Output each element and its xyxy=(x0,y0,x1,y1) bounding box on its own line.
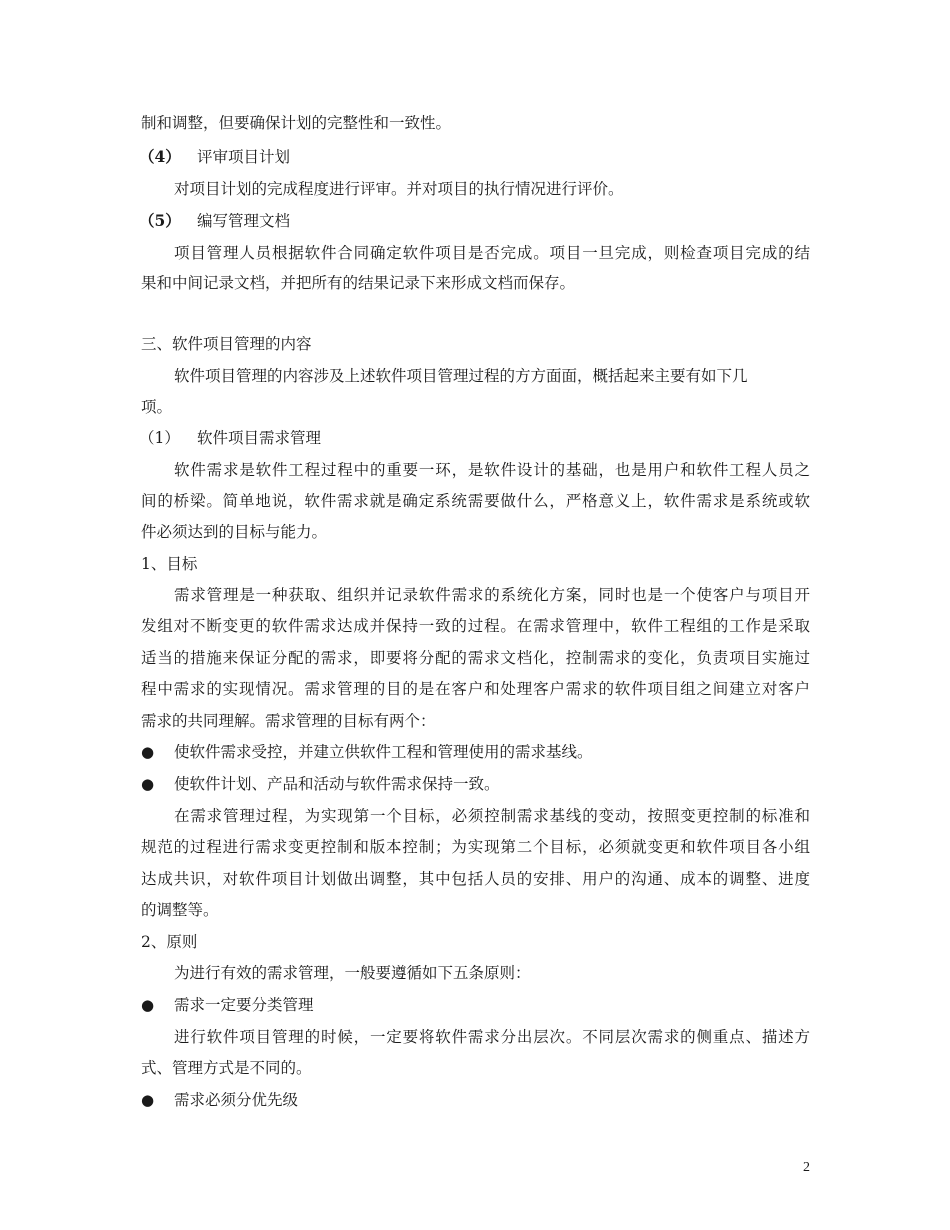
text-line: 适当的措施来保证分配的需求，即要将分配的需求文档化，控制需求的变化，负责项目实施过 xyxy=(141,649,810,667)
bullet-icon: ● xyxy=(141,775,155,793)
text-line: 件必须达到的目标与能力。 xyxy=(141,523,328,541)
bullet-item: 使软件需求受控，并建立供软件工程和管理使用的需求基线。 xyxy=(174,743,593,761)
subsection-goal: 1、目标 xyxy=(141,555,198,573)
bullet-icon: ● xyxy=(141,743,155,761)
bullet-item: 需求必须分优先级 xyxy=(174,1091,299,1109)
subheading-number: （1） xyxy=(139,429,180,447)
heading-number: （5） xyxy=(139,211,181,230)
text-line: 进行软件项目管理的时候，一定要将软件需求分出层次。不同层次需求的侧重点、描述方 xyxy=(174,1028,810,1046)
heading-evaluate-plan: 评审项目计划 xyxy=(197,148,291,166)
text-line: 达成共识，对软件项目计划做出调整，其中包括人员的安排、用户的沟通、成本的调整、进度 xyxy=(141,870,810,888)
text-line: 式、管理方式是不同的。 xyxy=(141,1059,312,1077)
text-line: 项目管理人员根据软件合同确定软件项目是否完成。项目一旦完成，则检查项目完成的结 xyxy=(174,244,810,262)
heading-number: （4） xyxy=(139,147,181,166)
text-line: 在需求管理过程，为实现第一个目标，必须控制需求基线的变动，按照变更控制的标准和 xyxy=(174,807,810,825)
subsection-principle: 2、原则 xyxy=(141,933,198,951)
text-line: 软件需求是软件工程过程中的重要一环，是软件设计的基础，也是用户和软件工程人员之 xyxy=(174,461,810,479)
text-line: 软件项目管理的内容涉及上述软件项目管理过程的方方面面，概括起来主要有如下几 xyxy=(174,367,748,385)
text-line: 需求的共同理解。需求管理的目标有两个： xyxy=(141,712,436,730)
section-heading: 三、软件项目管理的内容 xyxy=(141,335,312,353)
text-line: 为进行有效的需求管理，一般要遵循如下五条原则： xyxy=(174,964,531,982)
text-line: 制和调整，但要确保计划的完整性和一致性。 xyxy=(141,114,452,132)
text-line: 果和中间记录文档，并把所有的结果记录下来形成文档而保存。 xyxy=(141,274,576,292)
text-line: 的调整等。 xyxy=(141,901,219,919)
bullet-item: 需求一定要分类管理 xyxy=(174,996,314,1014)
bullet-item: 使软件计划、产品和活动与软件需求保持一致。 xyxy=(174,775,500,793)
text-line: 间的桥梁。简单地说，软件需求就是确定系统需要做什么，严格意义上，软件需求是系统或软 xyxy=(141,492,810,510)
bullet-icon: ● xyxy=(141,996,155,1014)
text-line: 对项目计划的完成程度进行评审。并对项目的执行情况进行评价。 xyxy=(174,180,624,198)
text-line: 项。 xyxy=(141,398,173,416)
heading-write-docs: 编写管理文档 xyxy=(197,212,291,230)
page-number: 2 xyxy=(803,1160,810,1175)
text-line: 需求管理是一种获取、组织并记录软件需求的系统化方案，同时也是一个使客户与项目开 xyxy=(174,586,810,604)
text-line: 程中需求的实现情况。需求管理的目的是在客户和处理客户需求的软件项目组之间建立对客户 xyxy=(141,680,810,698)
bullet-icon: ● xyxy=(141,1091,155,1109)
text-line: 规范的过程进行需求变更控制和版本控制；为实现第二个目标，必须就变更和软件项目各小组 xyxy=(141,838,810,856)
subheading-requirements-management: 软件项目需求管理 xyxy=(197,429,322,447)
text-line: 发组对不断变更的软件需求达成并保持一致的过程。在需求管理中，软件工程组的工作是采取 xyxy=(141,617,810,635)
